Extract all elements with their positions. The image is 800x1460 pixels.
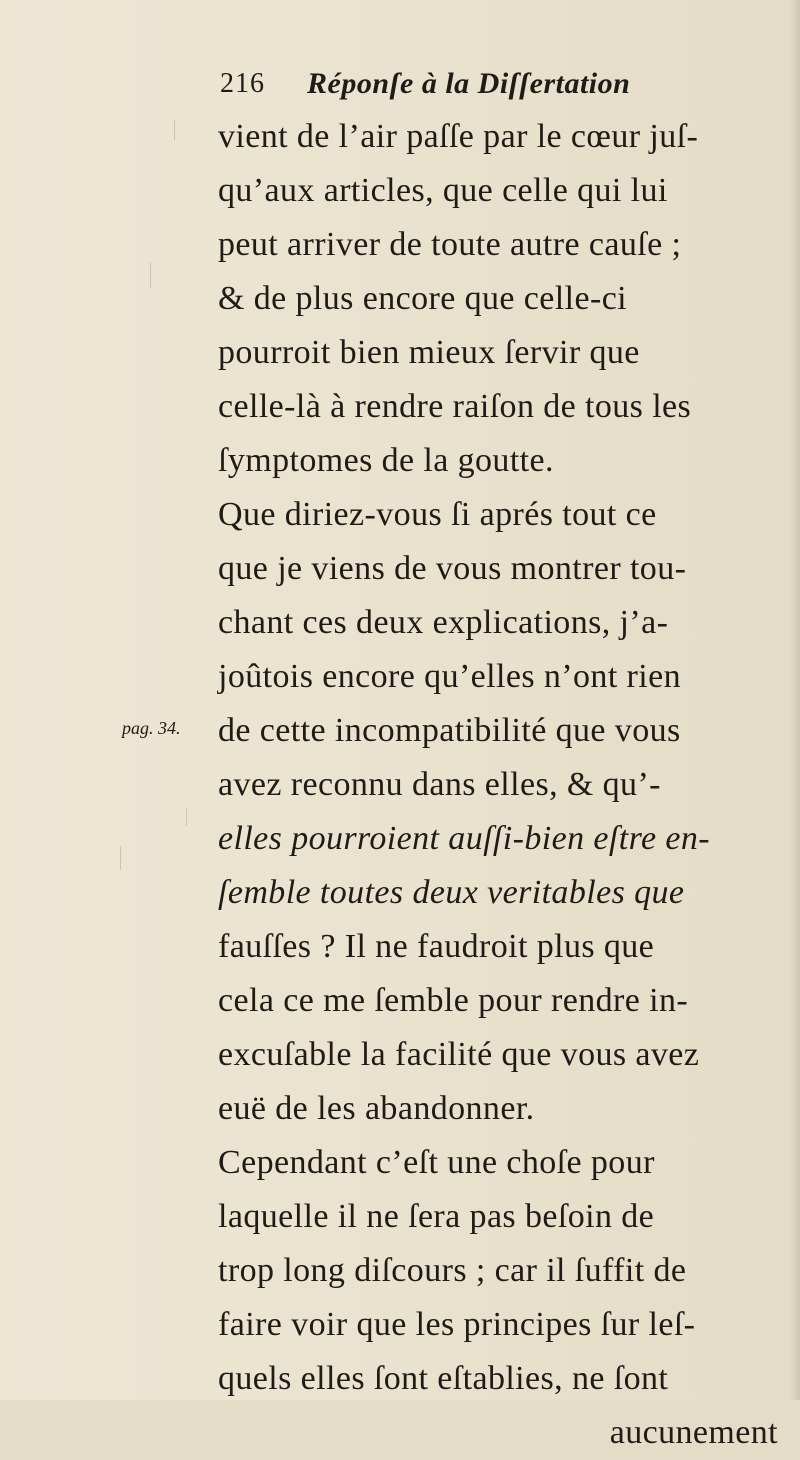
text-line: ſemble toutes deux veritables que [218,874,685,911]
body-text [218,110,778,1460]
text-line: qu’aux articles, que celle qui lui [218,172,668,209]
text-line: ſymptomes de la goutte. [218,442,554,479]
decorative-mark [186,808,187,826]
text-line: quels elles ſont eſtablies, ne ſont [218,1360,669,1397]
text-line: excuſable la facilité que vous avez [218,1036,700,1073]
text-line: & de plus encore que celle-ci [218,280,628,317]
text-line: joûtois encore qu’elles n’ont rien [218,658,682,695]
margin-note: pag. 34. [122,718,181,738]
text-line: celle-là à rendre raiſon de tous les [218,388,692,425]
catchword: aucunement [609,1414,778,1451]
text-line: Que diriez-vous ſi aprés tout ce [218,496,657,533]
text-line: trop long diſcours ; car il ſuffit de [218,1252,687,1289]
text-line: laquelle il ne ſera pas beſoin de [218,1198,655,1235]
text-line: que je viens de vous montrer tou- [218,550,687,587]
text-line: vient de l’air paſſe par le cœur juſ- [218,118,699,155]
text-line: faire voir que les principes ſur leſ- [218,1306,696,1343]
decorative-mark [174,120,175,140]
running-title: Réponſe à la Diſſertation [307,67,631,100]
text-line: fauſſes ? Il ne faudroit plus que [218,928,655,965]
text-line: avez reconnu dans elles, & qu’- [218,766,661,803]
decorative-mark [150,262,151,288]
page-number: 216 [220,68,265,99]
text-line: cela ce me ſemble pour rendre in- [218,982,689,1019]
text-line: chant ces deux explications, j’a- [218,604,669,641]
text-line: elles pourroient auſſi-bien eſtre en- [218,820,710,857]
text-line: pourroit bien mieux ſervir que [218,334,640,371]
text-line: euë de les abandonner. [218,1090,535,1127]
text-line: peut arriver de toute autre cauſe ; [218,226,682,263]
decorative-mark [120,846,121,870]
text-line: de cette incompatibilité que vous [218,712,681,749]
text-line: Cependant c’eſt une choſe pour [218,1144,655,1181]
page-header [220,62,760,106]
